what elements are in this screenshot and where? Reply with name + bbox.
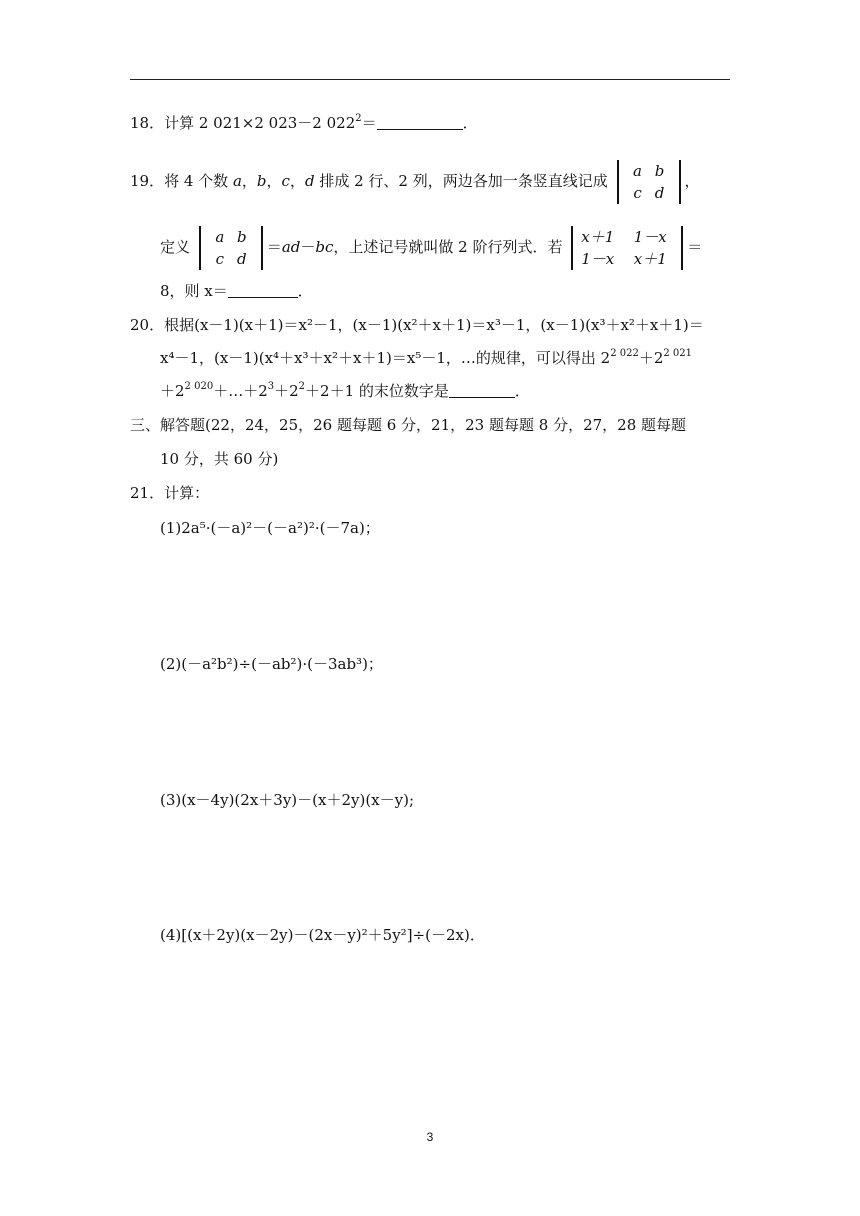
q20-text: ＋…＋2	[213, 382, 268, 400]
q19-var-b: b	[256, 172, 267, 190]
question-21-part1	[160, 517, 380, 539]
det-cell: d	[654, 184, 665, 202]
q20-exp: 2 020	[184, 381, 214, 392]
question-21-title	[130, 482, 209, 504]
q21-title: 21．计算：	[130, 484, 210, 502]
section-3-heading	[130, 414, 686, 436]
q21-p3: (3)(x－4y)(2x＋3y)－(x＋2y)(x－y);	[160, 791, 415, 809]
q19-comma: ，	[684, 172, 700, 190]
section-3-heading-cont	[160, 448, 278, 470]
det-cell: 1－x	[633, 228, 667, 246]
question-20-line1	[130, 314, 704, 336]
question-18	[130, 112, 478, 134]
det-cell: a	[633, 162, 642, 180]
determinant-abcd	[617, 160, 681, 204]
q19-var-a: a	[232, 172, 242, 190]
q20-end: ．	[514, 382, 530, 400]
det-cell: 1－x	[581, 250, 615, 268]
det-cell: x＋1	[581, 228, 615, 246]
det-cell: x＋1	[633, 250, 667, 268]
question-19-line1	[130, 160, 700, 204]
q20-exp: 3	[267, 381, 275, 392]
q20-text: ＋2	[160, 382, 185, 400]
section-3-line1: 三、解答题(22，24，25，26 题每题 6 分，21，23 题每题 8 分，27，28 题每题	[130, 416, 687, 434]
determinant-definition	[199, 226, 263, 270]
header-rule	[130, 79, 730, 80]
q18-text: 18．计算 2 021×2 023－2 022	[130, 114, 356, 132]
q19-eq2: ＝	[687, 238, 703, 256]
q21-p1: (1)2a⁵·(－a)²－(－a²)²·(－7a)；	[160, 519, 380, 537]
q19-cont: 8，则 x＝	[160, 282, 228, 300]
question-21-part3	[160, 789, 414, 811]
determinant-x	[571, 226, 683, 270]
q19-def-label: 定义	[160, 238, 191, 256]
q19-end: ．	[297, 282, 313, 300]
q19-bc: bc	[315, 238, 334, 256]
q20-text: ＋2＋1 的末位数字是	[305, 382, 449, 400]
det-cell: d	[236, 250, 247, 268]
q20-line2: x⁴－1，(x－1)(x⁴＋x³＋x²＋x＋1)＝x⁵－1，…的规律，可以得出 2	[160, 349, 611, 367]
section-3-line2: 10 分，共 60 分)	[160, 450, 279, 468]
q20-exp: 2	[298, 381, 306, 392]
q18-answer-blank[interactable]	[377, 114, 463, 130]
q20-exp: 2 021	[663, 348, 693, 359]
q21-p4: (4)[(x＋2y)(x－2y)－(2x－y)²＋5y²]÷(－2x)．	[160, 926, 485, 944]
q20-exp: 2 022	[610, 348, 639, 359]
q19-label: 19．将 4 个数	[130, 172, 229, 190]
q21-p2: (2)(－a²b²)÷(－ab²)·(－3ab³)；	[160, 655, 383, 673]
q18-end: ．	[462, 114, 478, 132]
question-19-line2	[160, 226, 702, 270]
q19-eq: ＝	[266, 238, 282, 256]
q19-var-c: c	[281, 172, 290, 190]
det-cell: c	[633, 184, 642, 202]
q18-exponent: 2	[355, 113, 362, 124]
question-21-part2	[160, 653, 383, 675]
det-cell: a	[215, 228, 225, 246]
q19-answer-blank[interactable]	[228, 282, 298, 298]
det-cell: b	[654, 162, 665, 180]
q19-ad: ad	[281, 238, 301, 256]
question-20-line2	[160, 347, 692, 369]
q19-minus: －	[300, 238, 316, 256]
question-19-line3	[160, 280, 313, 302]
q19-sep: ，	[241, 172, 257, 190]
q20-answer-blank[interactable]	[449, 382, 515, 398]
page-number: 3	[426, 1130, 434, 1144]
det-cell: c	[215, 250, 224, 268]
det-cell: b	[236, 228, 247, 246]
question-21-part4	[160, 924, 485, 946]
q19-sep: ，	[289, 172, 305, 190]
q20-line1: 20．根据(x－1)(x＋1)＝x²－1，(x－1)(x²＋x＋1)＝x³－1，(x－1)(x³＋x²＋x＋1)＝	[130, 316, 704, 334]
q19-sep: ，	[266, 172, 282, 190]
q19-var-d: d	[304, 172, 315, 190]
q20-text: ＋2	[274, 382, 299, 400]
q18-equals: ＝	[361, 114, 377, 132]
q20-plus: ＋2	[638, 349, 664, 367]
question-20-line3	[160, 380, 530, 402]
q19-def-text: ，上述记号就叫做 2 阶行列式．若	[333, 238, 563, 256]
q19-text1: 排成 2 行、2 列，两边各加一条竖直线记成	[314, 172, 608, 190]
